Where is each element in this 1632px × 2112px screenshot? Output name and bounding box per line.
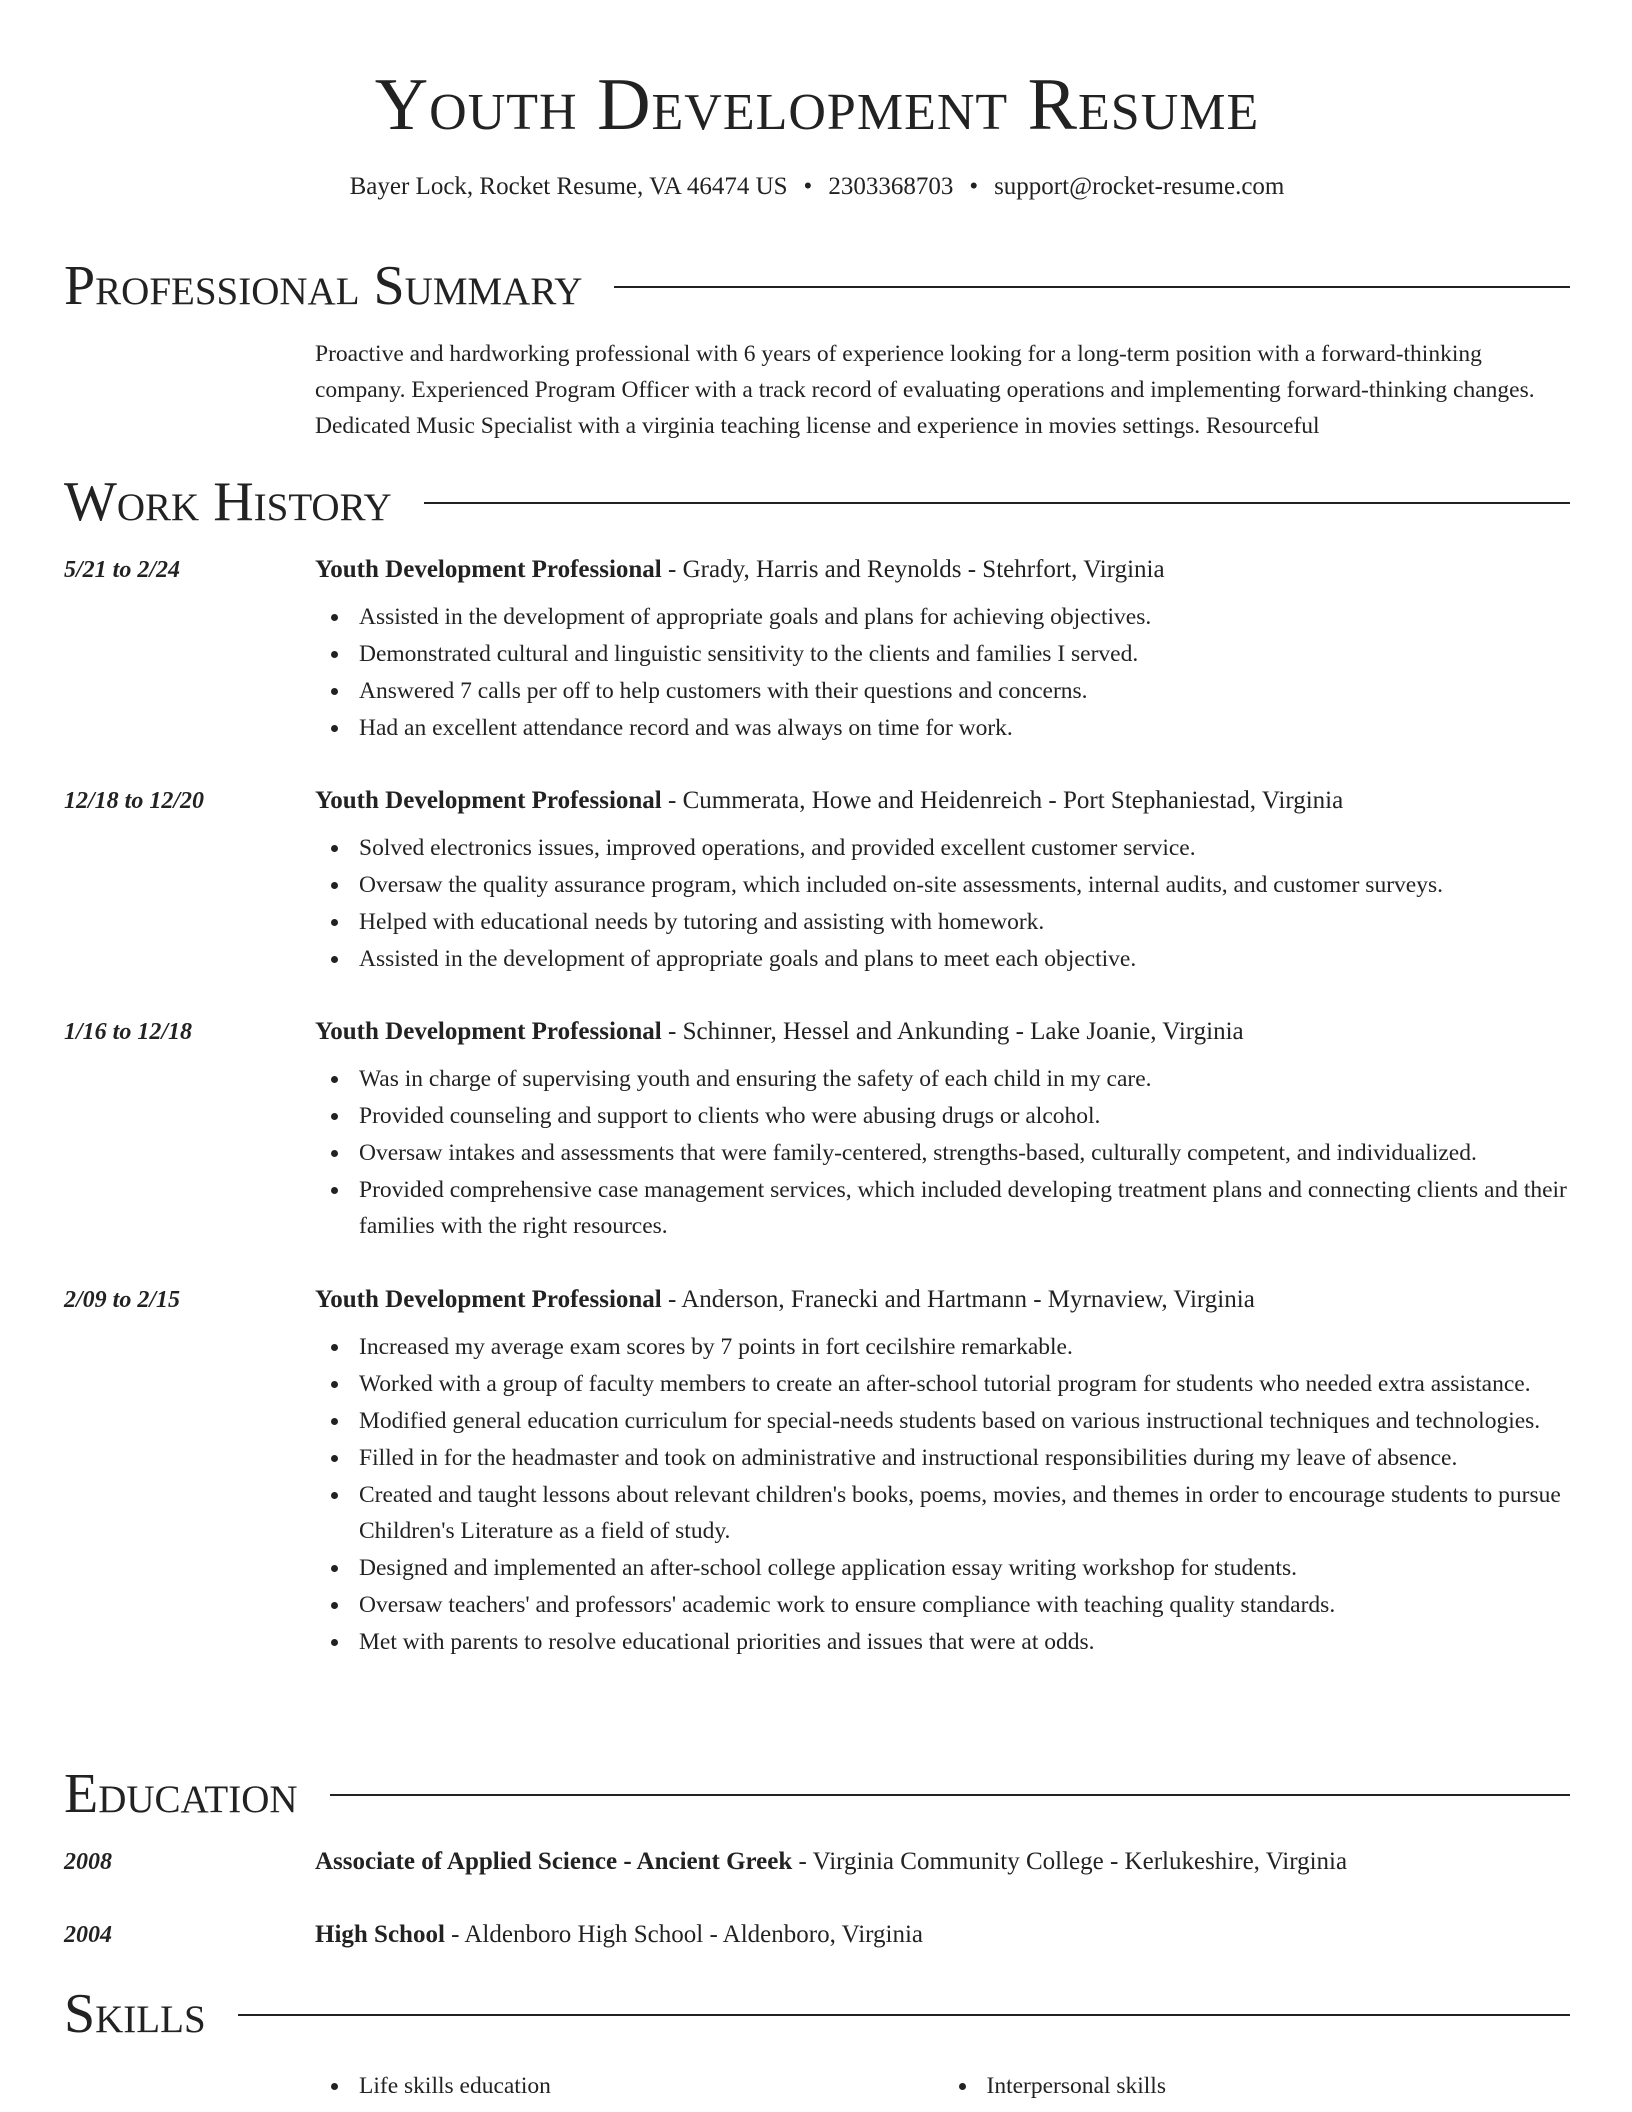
job-line [315,553,1570,587]
education-entry [64,1845,1570,1879]
list-item: Assisted in the development of appropriate goals and plans to meet each objective. [359,941,1570,977]
list-item: Increased my average exam scores by 7 points in fort cecilshire remarkable. [359,1329,1570,1365]
summary-text: Proactive and hardworking professional with 6 years of experience looking for a long-term position with a forward-thinking company. Experienced Program Officer with a track record of evaluating operations and implementing forward-thinking changes. Dedicated Music Specialist with a virginia teaching license and experience in movies settings. Resourceful [315,341,1535,439]
list-item: Demonstrated cultural and linguistic sensitivity to the clients and families I served. [359,636,1570,672]
list-item: Provided counseling and support to clients who were abusing drugs or alcohol. [359,1098,1570,1134]
job-role: Youth Development Professional [315,556,662,583]
list-item: Created and taught lessons about relevant children's books, poems, movies, and themes in order to encourage students to pursue Children's Literature as a field of study. [359,1477,1570,1549]
email: support@rocket-resume.com [994,173,1285,200]
job-details: - Cummerata, Howe and Heidenreich - Port Stephaniestad, Virginia [661,787,1344,814]
separator: • [969,173,979,200]
education-details: - Virginia Community College - Kerlukeshire, Virginia [792,1848,1348,1875]
skill-item: Interpersonal skills [987,2068,1571,2104]
section-header-summary [64,254,1570,318]
job-entry [64,553,1570,747]
section-rule [614,286,1570,288]
section-header-skills [64,1982,1570,2046]
job-details: - Anderson, Franecki and Hartmann - Myrnaview, Virginia [661,1286,1255,1313]
list-item: Met with parents to resolve educational priorities and issues that were at odds. [359,1624,1570,1660]
skill-item: Life skills education [359,2068,943,2104]
job-dates: 1/16 to 12/18 [64,1019,193,1045]
education-degree: Associate of Applied Science - Ancient Greek [315,1848,793,1875]
job-bullets [315,830,1570,977]
job-entry [64,1015,1570,1245]
job-entry [64,784,1570,978]
section-rule [424,502,1570,504]
section-header-education [64,1762,1570,1826]
job-role: Youth Development Professional [315,1286,662,1313]
section-header-work [64,470,1570,534]
list-item: Provided comprehensive case management services, which included developing treatment plans and connecting clients and their families with the right resources. [359,1172,1570,1244]
list-item: Solved electronics issues, improved operations, and provided excellent customer service. [359,830,1570,866]
section-title: Work History [64,471,392,533]
list-item: Oversaw teachers' and professors' academic work to ensure compliance with teaching quality standards. [359,1587,1570,1623]
section-rule [238,2014,1570,2016]
education-line [315,1845,1570,1879]
job-role: Youth Development Professional [315,787,662,814]
job-bullets [315,1329,1570,1660]
skills-column-left [315,2068,943,2104]
list-item: Modified general education curriculum for special-needs students based on various instructional techniques and technologies. [359,1403,1570,1439]
job-details: - Grady, Harris and Reynolds - Stehrfort, Virginia [661,556,1165,583]
list-item: Assisted in the development of appropriate goals and plans for achieving objectives. [359,599,1570,635]
address: Bayer Lock, Rocket Resume, VA 46474 US [349,173,788,200]
education-line [315,1918,1570,1952]
list-item: Had an excellent attendance record and was always on time for work. [359,710,1570,746]
education-year: 2004 [64,1922,112,1948]
job-dates: 12/18 to 12/20 [64,788,205,814]
education-year: 2008 [64,1849,112,1875]
job-line [315,784,1570,818]
skills-list [315,2068,1570,2104]
job-bullets [315,1061,1570,1244]
skills-column-right [943,2068,1571,2104]
separator: • [803,173,813,200]
job-line [315,1015,1570,1049]
education-details: - Aldenboro High School - Aldenboro, Virginia [444,1921,923,1948]
education-degree: High School [315,1921,445,1948]
section-title: Professional Summary [64,255,583,317]
job-dates: 2/09 to 2/15 [64,1287,181,1313]
list-item: Helped with educational needs by tutoring and assisting with homework. [359,904,1570,940]
list-item: Answered 7 calls per off to help customers with their questions and concerns. [359,673,1570,709]
list-item: Was in charge of supervising youth and ensuring the safety of each child in my care. [359,1061,1570,1097]
list-item: Worked with a group of faculty members to create an after-school tutorial program for students who needed extra assistance. [359,1366,1570,1402]
list-item: Designed and implemented an after-school college application essay writing workshop for students. [359,1550,1570,1586]
job-details: - Schinner, Hessel and Ankunding - Lake Joanie, Virginia [661,1018,1244,1045]
list-item: Filled in for the headmaster and took on administrative and instructional responsibilities during my leave of absence. [359,1440,1570,1476]
contact-line [64,170,1570,204]
phone: 2303368703 [828,173,954,200]
list-item: Oversaw the quality assurance program, which included on-site assessments, internal audits, and customer surveys. [359,867,1570,903]
job-line [315,1283,1570,1317]
section-title: Skills [64,1983,206,2045]
job-entry [64,1283,1570,1661]
job-bullets [315,599,1570,746]
resume-page [64,0,1570,2099]
section-title: Education [64,1763,298,1825]
job-dates: 5/21 to 2/24 [64,557,181,583]
job-role: Youth Development Professional [315,1018,662,1045]
education-entry [64,1918,1570,1952]
page-title: Youth Development Resume [374,64,1260,146]
list-item: Oversaw intakes and assessments that were family-centered, strengths-based, culturally competent, and individualized. [359,1135,1570,1171]
section-rule [330,1794,1570,1796]
